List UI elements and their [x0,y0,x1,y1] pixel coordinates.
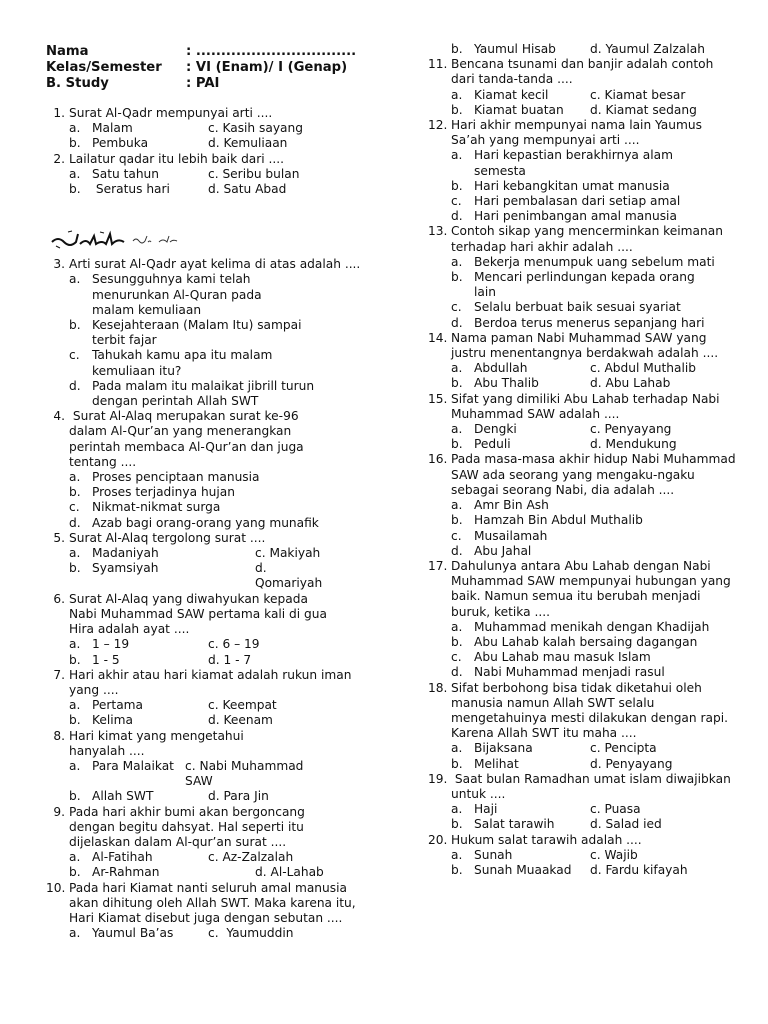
question-text: Surat Al-Alaq merupakan surat ke-96 dalam Al-Qur’an yang menerangkan perintah membaca Al-Qur’an dan juga tentang .... [69,409,308,469]
question-number: 15. [428,391,448,406]
kelas-value: : VI (Enam)/ I (Genap) [186,60,348,75]
option-c: Abu Lahab mau masuk Islam [474,650,651,665]
option-d: d. Mendukung [590,437,677,452]
option-letter: a. [69,166,81,181]
option-letter: a. [451,422,463,437]
question-15 [428,392,740,453]
option-b: Kesejahteraan (Malam Itu) sampai terbit fajar [92,318,302,348]
option-b: Sunah Muaakad [474,862,572,877]
option-d: d. 1 - 7 [208,652,252,667]
option-a: Al-Fatihah [92,850,153,865]
option-letter: d. [451,315,463,330]
question-number: 17. [428,558,448,573]
option-d: d. Salad ied [590,817,662,832]
option-letter: a. [451,847,463,862]
study-label: B. Study [46,76,109,91]
option-letter: b. [69,136,81,151]
question-text: Pada hari akhir bumi akan bergoncang dengan begitu dahsyat. Hal seperti itu dijelaskan dalam Al-qur’an surat .... [69,804,305,849]
kelas-row [46,60,376,76]
question-10 [46,881,376,942]
question-4 [46,409,376,531]
option-a: Kiamat kecil [474,87,549,102]
study-value: : PAI [186,76,220,91]
option-letter: a. [451,87,463,102]
question-number: 2. [53,151,65,166]
option-b: Abu Thalib [474,376,539,391]
option-b: Ar-Rahman [92,865,160,880]
nama-label: Nama [46,44,89,59]
option-letter: a. [451,741,463,756]
option-d: d. Abu Lahab [590,376,671,391]
option-b: Peduli [474,437,511,452]
option-letter: a. [451,802,463,817]
arabic-word-icon [158,232,178,246]
option-c: c. Kiamat besar [590,87,686,102]
question-5 [46,531,376,592]
question-17 [428,559,740,681]
question-text: Sifat yang dimiliki Abu Lahab terhadap Nabi Muhammad SAW adalah .... [451,391,720,421]
option-letter: a. [69,546,81,561]
question-text: Hari akhir atau hari kiamat adalah rukun iman yang .... [69,667,352,697]
option-letter: b. [451,270,463,285]
study-row [46,76,376,92]
question-number: 9. [53,804,65,819]
question-text: Pada masa-masa akhir hidup Nabi Muhammad SAW ada seorang yang mengaku-ngaku sebagai seorang Nabi, dia adalah .... [451,452,736,497]
option-d: d. Para Jin [208,789,269,804]
option-d: d. Yaumul Zalzalah [590,42,705,56]
question-text: Arti surat Al-Qadr ayat kelima di atas adalah .... [69,257,361,272]
option-a: Haji [474,802,498,817]
question-12 [428,118,740,224]
question-number: 12. [428,118,448,133]
option-letter: b. [69,652,81,667]
question-7 [46,668,376,729]
option-a: Satu tahun [92,166,160,181]
option-d: d. Al-Lahab [255,865,324,880]
option-letter: c. [451,650,462,665]
option-d: d. Kiamat sedang [590,102,697,117]
question-text: Hari akhir mempunyai nama lain Yaumus Sa’ah yang mempunyai arti .... [451,118,702,148]
question-number: 11. [428,57,448,72]
nama-value: : ................................ [186,44,357,59]
option-letter: b. [451,817,463,832]
option-d: Nabi Muhammad menjadi rasul [474,665,665,680]
option-b: Kiamat buatan [474,102,564,117]
question-1 [46,106,376,152]
question-number: 19. [428,771,448,786]
question-number: 13. [428,224,448,239]
kelas-label: Kelas/Semester [46,60,162,75]
option-letter: d. [451,209,463,224]
question-20 [428,833,740,879]
option-c: c. Pencipta [590,741,657,756]
question-number: 14. [428,330,448,345]
question-text: Surat Al-Alaq yang diwahyukan kepada Nabi Muhammad SAW pertama kali di gua Hira adalah ayat .... [69,591,327,637]
option-letter: c. [451,528,462,543]
option-d: d. Penyayang [590,756,673,771]
question-text: Dahulunya antara Abu Lahab dengan Nabi Muhammad SAW mempunyai hubungan yang baik. Namun semua itu berubah menjadi buruk, ketika .... [451,558,731,619]
option-b: 1 - 5 [92,652,120,667]
option-c: c. Makiyah [255,546,321,561]
option-letter: a. [69,850,81,865]
option-a: Malam [92,121,133,136]
option-letter: a. [451,254,463,269]
option-letter: b. [451,862,463,877]
option-letter: a. [69,758,81,773]
option-d: d. Fardu kifayah [590,862,688,877]
option-letter: b. [451,376,463,391]
question-text: Contoh sikap yang mencerminkan keimanan terhadap hari akhir adalah .... [451,224,723,254]
option-c: Tahukah kamu apa itu malam kemuliaan itu? [92,348,273,378]
question-number: 5. [53,530,65,545]
question-number: 10. [46,880,66,895]
question-18 [428,681,740,772]
option-d: Berdoa terus menerus sepanjang hari [474,315,705,330]
option-b: Syamsiyah [92,561,159,576]
option-letter: b. [451,437,463,452]
question-text: Bencana tsunami dan banjir adalah contoh dari tanda-tanda .... [451,57,714,87]
option-letter: b. [451,634,463,649]
option-letter: b. [69,182,81,197]
question-text: Surat Al-Qadr mempunyai arti .... [69,106,273,120]
option-d: d. Kemuliaan [208,136,288,151]
question-number: 16. [428,452,448,467]
question-10-continued [451,42,740,57]
option-c: c. Puasa [590,802,641,817]
option-a: Pertama [92,698,144,713]
option-letter: a. [451,361,463,376]
option-c: c. Keempat [208,698,277,713]
option-b: Seratus hari [92,182,170,197]
question-11 [428,57,740,118]
option-letter: a. [69,926,81,941]
option-d: d. Satu Abad [208,182,287,197]
option-letter: a. [69,272,81,287]
option-c: Musailamah [474,528,548,543]
arabic-word-icon [132,232,152,246]
option-a: Sesungguhnya kami telah menurunkan Al-Quran pada malam kemuliaan [92,272,262,317]
option-letter: b. [451,513,463,528]
option-c: c. Wajib [590,847,638,862]
question-text: Hukum salat tarawih adalah .... [451,832,642,847]
option-letter: c. [69,348,80,363]
question-number: 8. [53,728,65,743]
option-letter: a. [69,698,81,713]
option-letter: a. [69,470,81,485]
arabic-calligraphy-icon [50,228,126,250]
option-a: Abdullah [474,361,528,376]
question-3 [46,257,376,409]
option-c: c. Seribu bulan [208,166,300,181]
question-2 [46,152,376,198]
option-c: Hari pembalasan dari setiap amal [474,194,681,209]
option-letter: b. [69,485,81,500]
option-d: Abu Jahal [474,543,532,558]
question-text: Surat Al-Alaq tergolong surat .... [69,530,266,545]
question-text: Saat bulan Ramadhan umat islam diwajibkan untuk .... [451,771,735,801]
question-number: 1. [53,106,65,120]
option-b: Abu Lahab kalah bersaing dagangan [474,634,698,649]
option-a: Muhammad menikah dengan Khadijah [474,619,710,634]
option-c: Nikmat-nikmat surga [92,500,221,515]
option-letter: b. [451,178,463,193]
option-a: Yaumul Ba’as [92,926,174,941]
option-b: Salat tarawih [474,817,555,832]
option-a: Amr Bin Ash [474,498,549,513]
option-letter: b. [69,789,81,804]
question-text: Lailatur qadar itu lebih baik dari .... [69,151,285,166]
option-a: Sunah [474,847,513,862]
option-letter: b. [69,561,81,576]
option-letter: b. [69,318,81,333]
question-13 [428,224,740,330]
option-b: Yaumul Hisab [474,42,556,56]
option-letter: b. [451,42,463,56]
option-letter: d. [451,665,463,680]
option-letter: c. [69,500,80,515]
option-letter: a. [451,619,463,634]
question-text: Pada hari Kiamat nanti seluruh amal manusia akan dihitung oleh Allah SWT. Maka karena itu, Hari Kiamat disebut juga dengan sebutan .... [69,880,356,925]
question-16 [428,452,740,558]
left-column [46,42,376,941]
option-letter: a. [69,121,81,136]
arabic-verse [50,227,376,251]
option-letter: c. [451,194,462,209]
option-c: c. Yaumuddin [208,926,294,941]
question-6 [46,592,376,668]
right-column [428,42,740,878]
option-b: Hari kebangkitan umat manusia [474,178,670,193]
option-letter: b. [451,102,463,117]
option-letter: b. [451,756,463,771]
option-letter: d. [451,543,463,558]
option-letter: c. [451,300,462,315]
question-9 [46,805,376,881]
option-c: c. Az-Zalzalah [208,850,294,865]
option-b: Kelima [92,713,133,728]
option-letter: b. [69,865,81,880]
option-b: Hamzah Bin Abdul Muthalib [474,513,643,528]
option-c: c. Nabi Muhammad SAW [185,758,304,789]
option-a: 1 – 19 [92,637,130,652]
option-letter: a. [451,498,463,513]
question-8 [46,729,376,805]
option-d: d. Qomariyah [255,561,323,591]
question-number: 18. [428,680,448,695]
option-letter: a. [69,637,81,652]
option-c: c. Kasih sayang [208,121,303,136]
option-letter: b. [69,713,81,728]
option-a: Bijaksana [474,741,533,756]
option-b: Melihat [474,756,519,771]
option-b: Mencari perlindungan kepada orang lain [474,270,695,300]
option-a: Para Malaikat [92,758,174,773]
option-d: Hari penimbangan amal manusia [474,209,677,224]
question-number: 6. [53,591,65,606]
student-header [46,44,376,92]
question-14 [428,331,740,392]
option-c: c. 6 – 19 [208,637,260,652]
option-c: c. Penyayang [590,422,672,437]
option-a: Dengki [474,422,517,437]
option-d: d. Keenam [208,713,273,728]
option-c: Selalu berbuat baik sesuai syariat [474,300,681,315]
option-c: c. Abdul Muthalib [590,361,696,376]
option-a: Madaniyah [92,546,159,561]
option-b: Pembuka [92,136,149,151]
question-number: 20. [428,832,448,847]
question-number: 7. [53,667,65,682]
option-letter: a. [451,148,463,163]
nama-row [46,44,376,60]
option-d: Pada malam itu malaikat jibrill turun dengan perintah Allah SWT [92,378,315,409]
option-a: Bekerja menumpuk uang sebelum mati [474,254,715,269]
question-number: 4. [53,409,65,424]
question-text: Nama paman Nabi Muhammad SAW yang justru menentangnya berdakwah adalah .... [451,330,719,361]
option-b: Proses terjadinya hujan [92,485,235,500]
question-number: 3. [53,257,65,272]
question-19 [428,772,740,833]
question-text: Sifat berbohong bisa tidak diketahui oleh manusia namun Allah SWT selalu mengetahuinya mesti dilakukan dengan rapi. Karena Allah SWT itu maha .... [451,680,728,741]
question-text: Hari kimat yang mengetahui hanyalah .... [69,728,244,758]
option-letter: d. [69,378,81,393]
option-a: Proses penciptaan manusia [92,470,260,485]
option-d: Azab bagi orang-orang yang munafik [92,515,319,530]
option-b: Allah SWT [92,789,154,804]
option-a: Hari kepastian berakhirnya alam semesta [474,148,673,178]
option-letter: d. [69,515,81,530]
